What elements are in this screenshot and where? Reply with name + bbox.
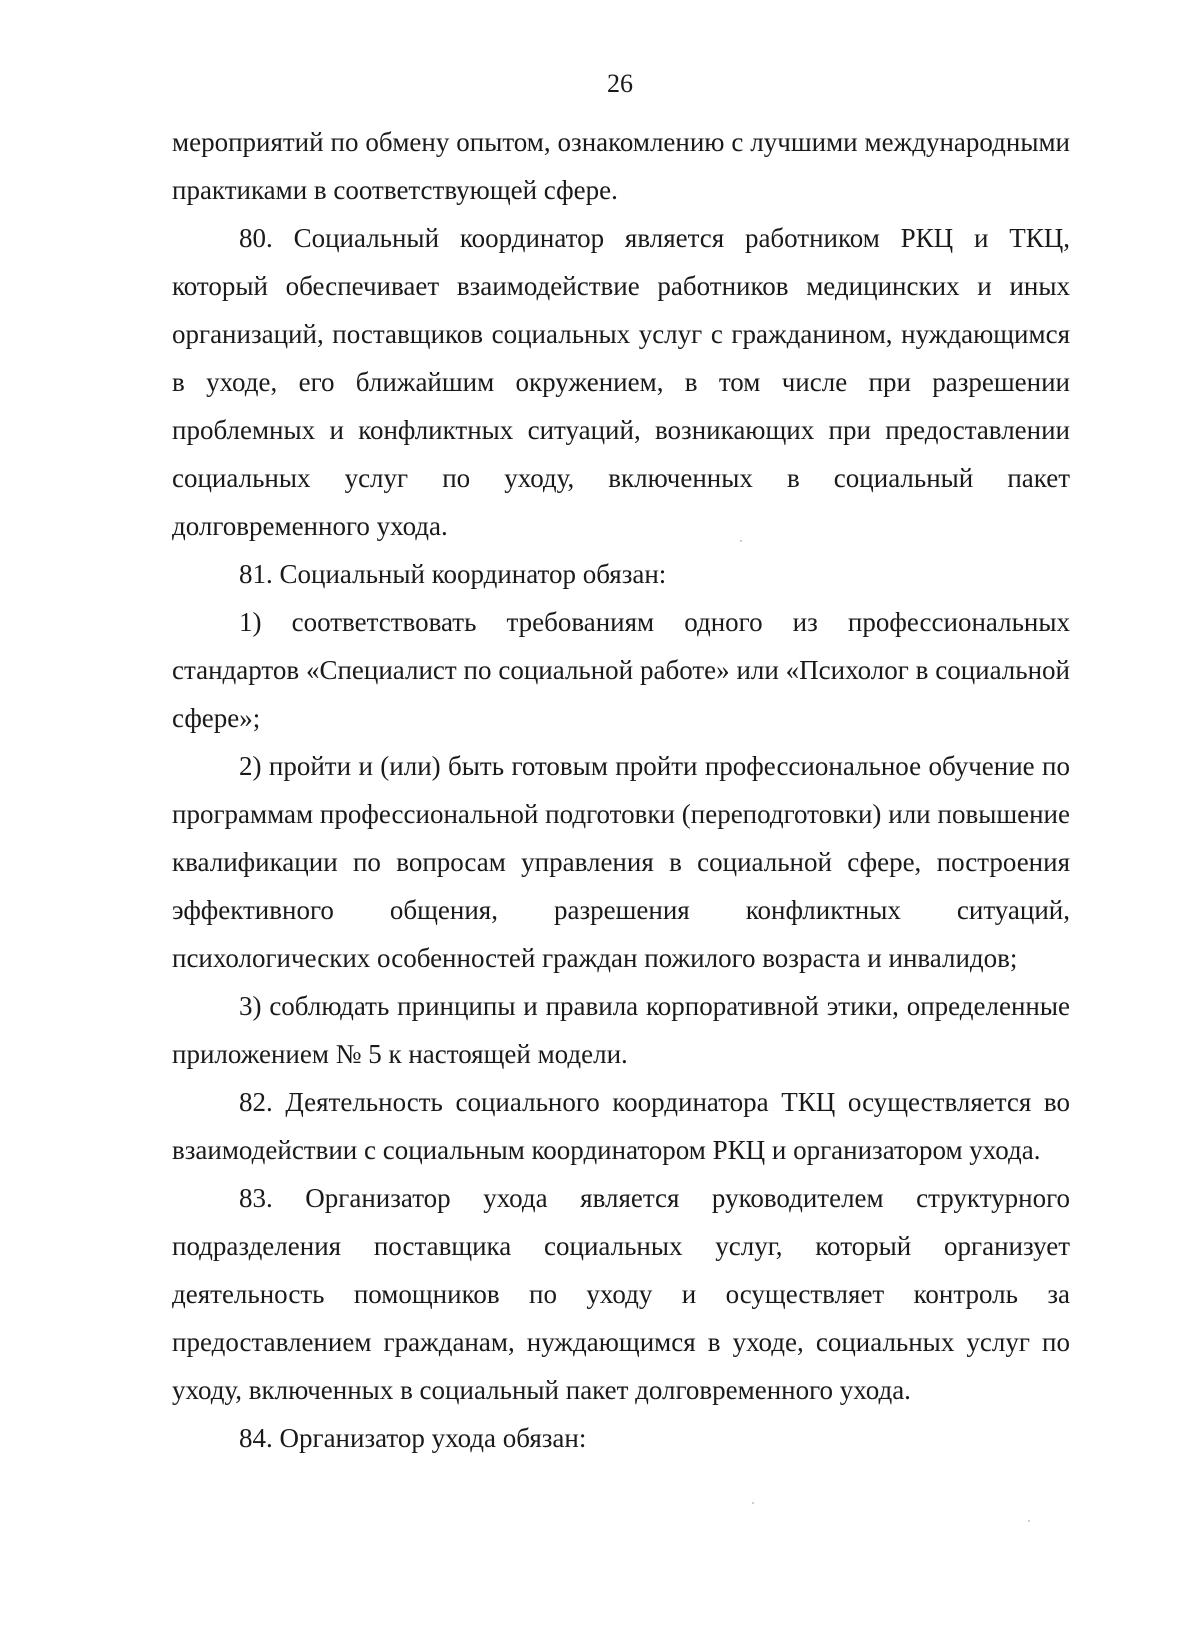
paragraph-80: 80. Социальный координатор является работником РКЦ и ТКЦ, который обеспечивает взаимодействие работников медицинских и иных организаций, поставщиков социальных услуг с гражданином, нуждающимся в уходе, его ближайшим окружением, в том числе при разрешении проблемных и конфликтных ситуаций, возникающих при предоставлении социальных услуг по уходу, включенных в социальный пакет долговременного ухода. xyxy=(172,223,1070,541)
scan-speck xyxy=(740,540,742,542)
paragraph-81-item-1: 1) соответствовать требованиям одного из профессиональных стандартов «Специалист по социальной работе» или «Психолог в социальной сфере»; xyxy=(172,607,1070,733)
page-number: 26 xyxy=(607,69,633,98)
paragraph-84: 84. Организатор ухода обязан: xyxy=(239,1423,587,1453)
paragraph-81-item-2: 2) пройти и (или) быть готовым пройти профессиональное обучение по программам профессиональной подготовки (переподготовки) или повышение квалификации по вопросам управления в социальной сфере, построения эффективного общения, разрешения конфликтных ситуаций, психологических особенностей граждан пожилого возраста и инвалидов; xyxy=(172,751,1070,973)
document-body xyxy=(172,118,1070,1462)
scan-speck xyxy=(1028,1520,1030,1522)
paragraph-81: 81. Социальный координатор обязан: xyxy=(239,559,667,589)
scan-speck xyxy=(752,1502,754,1504)
paragraph-82: 82. Деятельность социального координатора ТКЦ осуществляется во взаимодействии с социальным координатором РКЦ и организатором ухода. xyxy=(172,1087,1070,1165)
paragraph-continuation: мероприятий по обмену опытом, ознакомлению с лучшими международными практиками в соответствующей сфере. xyxy=(172,127,1070,205)
paragraph-83: 83. Организатор ухода является руководителем структурного подразделения поставщика социальных услуг, который организует деятельность помощников по уходу и осуществляет контроль за предоставлением гражданам, нуждающимся в уходе, социальных услуг по уходу, включенных в социальный пакет долговременного ухода. xyxy=(172,1183,1070,1405)
paragraph-81-item-3: 3) соблюдать принципы и правила корпоративной этики, определенные приложением № 5 к настоящей модели. xyxy=(172,991,1070,1069)
